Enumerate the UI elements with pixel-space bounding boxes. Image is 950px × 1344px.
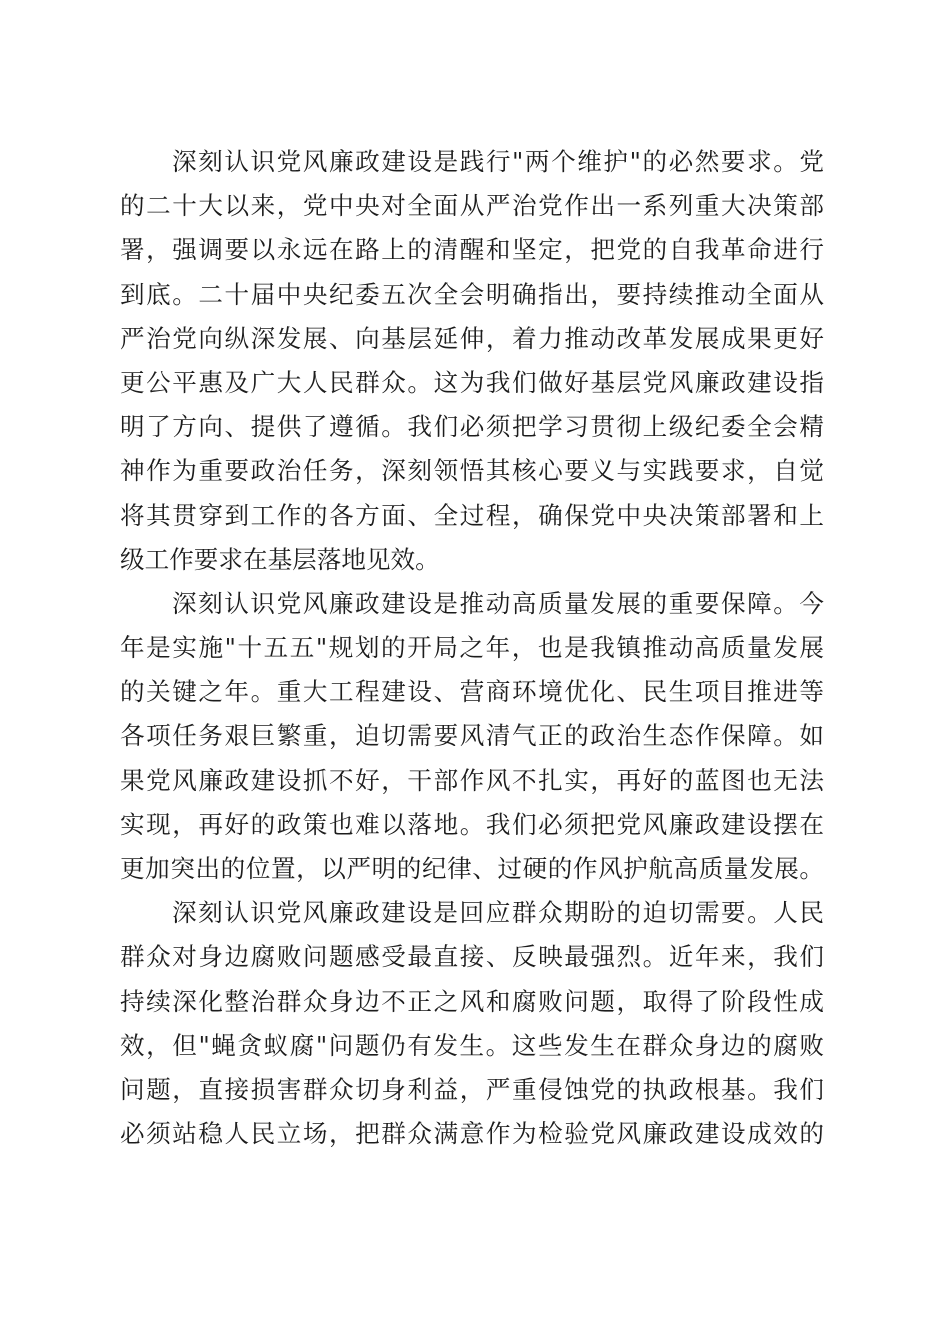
text-line: 深刻认识党风廉政建设是推动高质量发展的重要保障。今 xyxy=(172,588,824,618)
paragraph xyxy=(120,140,824,582)
text-line: 问题，直接损害群众切身利益，严重侵蚀党的执政根基。我们 xyxy=(120,1074,824,1104)
text-line: 实现，再好的政策也难以落地。我们必须把党风廉政建设摆在 xyxy=(120,809,824,839)
text-line: 署，强调要以永远在路上的清醒和坚定，把党的自我革命进行 xyxy=(120,235,824,265)
text-line: 群众对身边腐败问题感受最直接、反映最强烈。近年来，我们 xyxy=(120,942,824,972)
text-line: 效，但"蝇贪蚁腐"问题仍有发生。这些发生在群众身边的腐败 xyxy=(120,1030,824,1060)
text-line: 严治党向纵深发展、向基层延伸，着力推动改革发展成果更好 xyxy=(120,323,824,353)
text-line: 更公平惠及广大人民群众。这为我们做好基层党风廉政建设指 xyxy=(120,367,824,397)
text-line: 深刻认识党风廉政建设是回应群众期盼的迫切需要。人民 xyxy=(172,898,824,928)
text-line: 年是实施"十五五"规划的开局之年，也是我镇推动高质量发展 xyxy=(120,633,824,663)
text-line: 深刻认识党风廉政建设是践行"两个维护"的必然要求。党 xyxy=(172,147,824,176)
text-line: 神作为重要政治任务，深刻领悟其核心要义与实践要求，自觉 xyxy=(120,456,824,486)
text-line: 的二十大以来，党中央对全面从严治党作出一系列重大决策部 xyxy=(120,191,824,221)
document-body xyxy=(120,140,824,1156)
text-line: 明了方向、提供了遵循。我们必须把学习贯彻上级纪委全会精 xyxy=(120,412,824,442)
text-line: 必须站稳人民立场，把群众满意作为检验党风廉政建设成效的 xyxy=(120,1119,824,1149)
text-line: 各项任务艰巨繁重，迫切需要风清气正的政治生态作保障。如 xyxy=(120,721,824,751)
paragraph xyxy=(120,891,824,1156)
paragraph xyxy=(120,582,824,891)
text-line: 将其贯穿到工作的各方面、全过程，确保党中央决策部署和上 xyxy=(120,500,824,530)
text-line: 更加突出的位置，以严明的纪律、过硬的作风护航高质量发展。 xyxy=(120,854,824,883)
text-line: 持续深化整治群众身边不正之风和腐败问题，取得了阶段性成 xyxy=(120,986,824,1016)
text-line: 到底。二十届中央纪委五次全会明确指出，要持续推动全面从 xyxy=(120,279,824,309)
text-line: 果党风廉政建设抓不好，干部作风不扎实，再好的蓝图也无法 xyxy=(120,765,824,795)
text-line: 的关键之年。重大工程建设、营商环境优化、民生项目推进等 xyxy=(120,677,824,707)
text-line: 级工作要求在基层落地见效。 xyxy=(120,544,440,574)
